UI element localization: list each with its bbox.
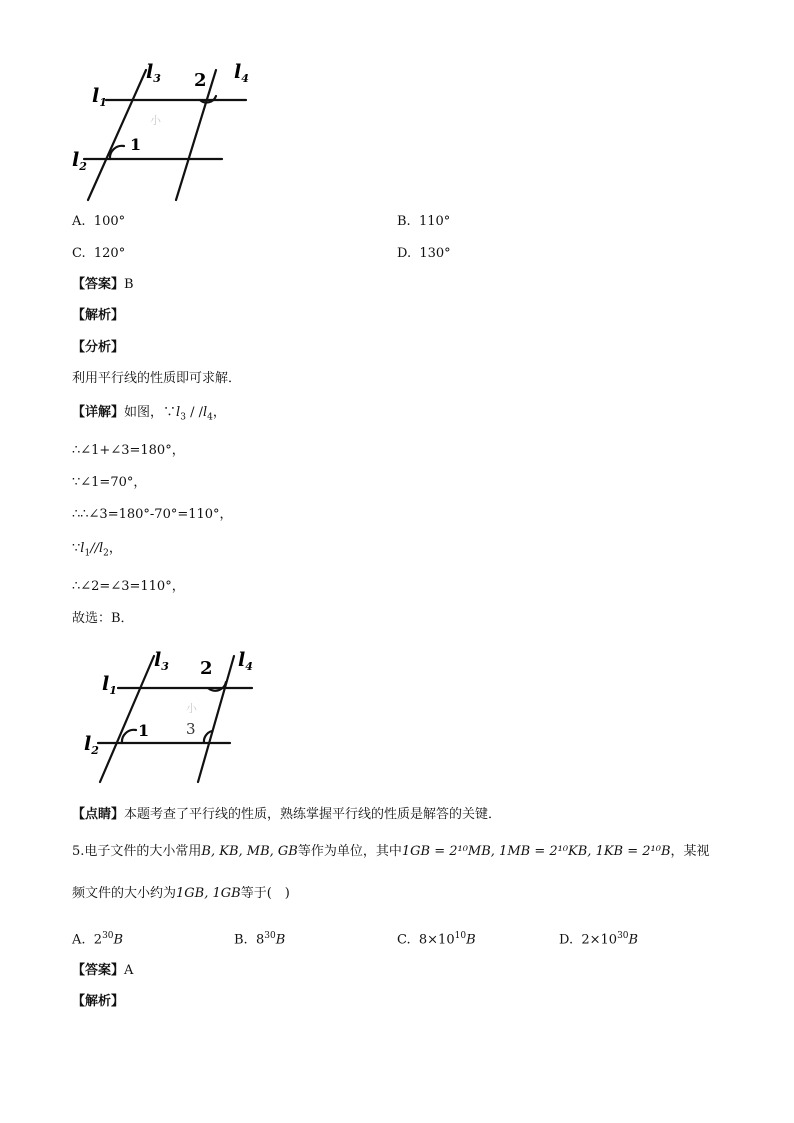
analysis-tag: 【解析】	[72, 308, 125, 323]
detail-line-7: 故选：B．	[72, 611, 134, 626]
fig1-angle-2: 2	[194, 70, 207, 91]
option-c[interactable]: C. 120°	[72, 246, 126, 261]
fig2-angle-3: 3	[186, 720, 196, 738]
q5-option-a[interactable]: A. $2^{30}B$	[72, 931, 124, 948]
fenxi-tag: 【分析】	[72, 340, 125, 355]
fig1-label-l2: $l_2$	[72, 149, 87, 173]
q5-option-d[interactable]: D. $2\times 10^{30}B$	[559, 931, 639, 948]
fig2-label-l1: $l_1$	[102, 673, 117, 697]
fig2-label-l4: $l_4$	[238, 649, 253, 673]
fig1-label-l1: $l_1$	[92, 85, 107, 109]
fig2-label-l2: $l_2$	[84, 733, 99, 757]
detail-intro: 【详解】如图，$\because l_3 / /l_4$，	[72, 405, 226, 423]
q5-option-c[interactable]: C. $8\times 10^{10}B$	[397, 931, 476, 948]
q5-stem-line-2: 频文件的大小约为1GB, 1GB等于( )	[72, 886, 290, 901]
q5-analysis-tag: 【解析】	[72, 994, 125, 1009]
figure-parallel-lines-2	[80, 648, 270, 788]
fig2-label-l3: $l_3$	[154, 649, 169, 673]
option-a[interactable]: A. 100°	[72, 214, 126, 229]
q5-stem-line-1: 5.电子文件的大小常用B, KB, MB, GB等作为单位，其中1GB = 2¹⁰MB, 1MB = 2¹⁰KB, 1KB = 2¹⁰B，某视	[72, 844, 710, 859]
q5-answer-line: 【答案】A	[72, 963, 134, 978]
detail-line-4: ∴∴∠3=180°-70°=110°，	[72, 507, 233, 522]
figure-parallel-lines-1	[66, 62, 256, 204]
detail-line-6: ∴∠2=∠3=110°，	[72, 579, 185, 594]
fig2-watermark: 小	[186, 702, 197, 715]
fig1-label-l4: $l_4$	[234, 62, 249, 85]
fenxi-text: 利用平行线的性质即可求解．	[72, 371, 242, 386]
answer-line: 【答案】B	[72, 277, 134, 292]
q5-option-b[interactable]: B. $8^{30}B$	[234, 931, 286, 948]
fig1-label-l3: $l_3$	[146, 62, 161, 85]
detail-line-5: $\because l_1//l_2$，	[72, 541, 122, 559]
option-b[interactable]: B. 110°	[397, 214, 451, 229]
comment-line: 【点睛】本题考查了平行线的性质，熟练掌握平行线的性质是解答的关键．	[72, 807, 502, 822]
fig1-angle-1: 1	[130, 135, 142, 154]
fig2-angle-1: 1	[138, 721, 150, 740]
detail-line-2: ∴∠1+∠3=180°，	[72, 443, 185, 458]
fig1-watermark: 小	[150, 114, 161, 127]
option-d[interactable]: D. 130°	[397, 246, 451, 261]
detail-line-3: ∵∠1=70°，	[72, 475, 147, 490]
fig2-angle-2: 2	[200, 658, 213, 679]
